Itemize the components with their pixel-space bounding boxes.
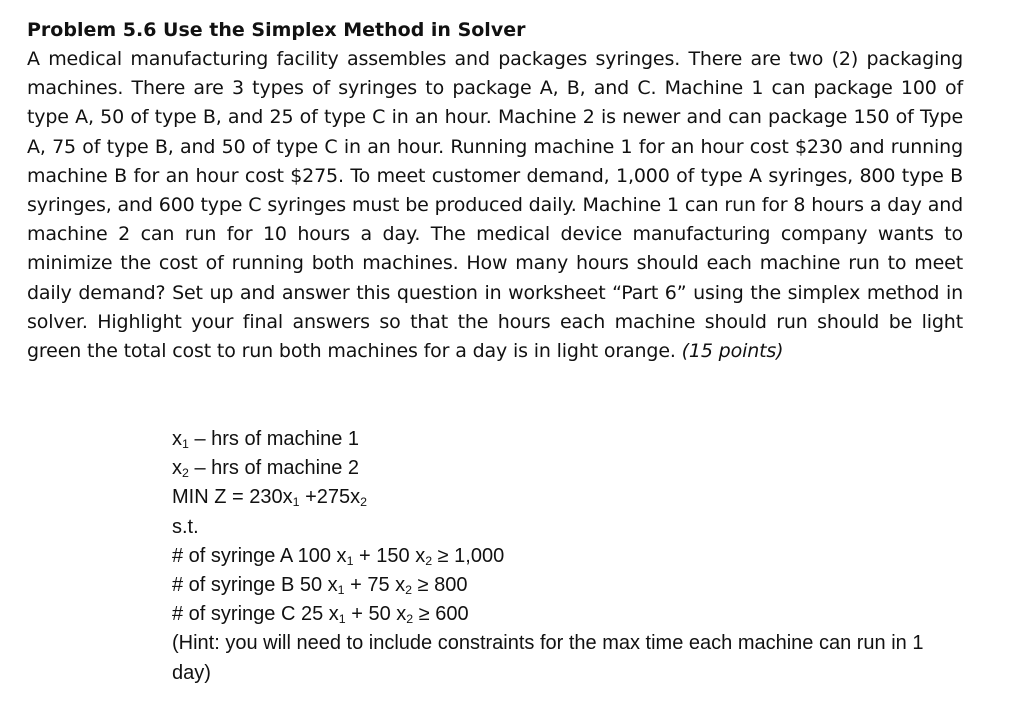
- var-subscript: 1: [182, 437, 189, 452]
- problem-statement: [27, 45, 963, 366]
- problem-title: Problem 5.6 Use the Simplex Method in Solver: [27, 19, 526, 41]
- hint-text: (Hint: you will need to include constraints for the max time each machine can run in 1 day): [172, 632, 924, 684]
- variable-x1: [172, 425, 952, 454]
- constraint-lead: # of syringe A 100 x: [172, 544, 347, 567]
- constraint-sub2: 2: [406, 612, 414, 627]
- variable-x2: [172, 454, 952, 483]
- constraint-mid: + 75 x: [344, 574, 406, 597]
- points-label: (15 points): [681, 340, 784, 363]
- objective-mid: +275x: [299, 486, 361, 509]
- constraint-mid: + 50 x: [345, 603, 407, 626]
- constraint-lead: # of syringe C 25 x: [172, 603, 339, 626]
- var-description: – hrs of machine 1: [188, 428, 359, 450]
- problem-body: A medical manufacturing facility assembles and packages syringes. There are two (2) packaging machines. There are 3 types of syringes to package A, B, and C. Machine 1 can package 100 of type A, 50 of type B, and 25 of type C in an hour. Machine 2 is newer and can package 150 of Type A, 75 of type B, and 50 of type C in an hour. Running machine 1 for an hour cost $230 and running machine B for an hour cost $275. To meet customer demand, 1,000 of type A syringes, 800 type B syringes, and 600 type C syringes must be produced daily. Machine 1 can run for 8 hours a day and machine 2 can run for 10 hours a day. The medical device manufacturing company wants to minimize the cost of running both machines. How many hours should each machine run to meet daily demand? Set up and answer this question in worksheet “Part 6” using the simplex method in solver. Highlight your final answers so that the hours each machine should run should be light green the total cost to run both machines for a day is in light orange.: [27, 48, 963, 363]
- constraint-sub1: 1: [346, 553, 354, 568]
- constraint-b: [172, 571, 952, 600]
- lp-formulation: [172, 425, 952, 688]
- constraint-sub2: 2: [425, 553, 433, 568]
- subject-to-label: s.t.: [172, 515, 199, 538]
- objective-lead: MIN Z = 230x: [172, 486, 293, 509]
- var-symbol: x: [172, 457, 182, 480]
- constraint-tail: ≥ 600: [413, 603, 469, 626]
- var-subscript: 2: [182, 466, 189, 481]
- objective-function: [172, 483, 952, 512]
- constraint-a: [172, 542, 952, 571]
- objective-sub1: 1: [292, 495, 300, 510]
- constraint-mid: + 150 x: [353, 544, 426, 567]
- constraint-sub2: 2: [405, 583, 413, 598]
- constraint-tail: ≥ 800: [412, 574, 468, 597]
- constraint-sub1: 1: [337, 583, 345, 598]
- constraint-c: [172, 600, 952, 629]
- problem-section: [27, 16, 963, 366]
- constraint-lead: # of syringe B 50 x: [172, 574, 338, 597]
- constraint-tail: ≥ 1,000: [432, 544, 505, 567]
- var-symbol: x: [172, 428, 182, 450]
- constraint-sub1: 1: [338, 612, 346, 627]
- var-description: – hrs of machine 2: [188, 457, 359, 480]
- objective-sub2: 2: [360, 495, 368, 510]
